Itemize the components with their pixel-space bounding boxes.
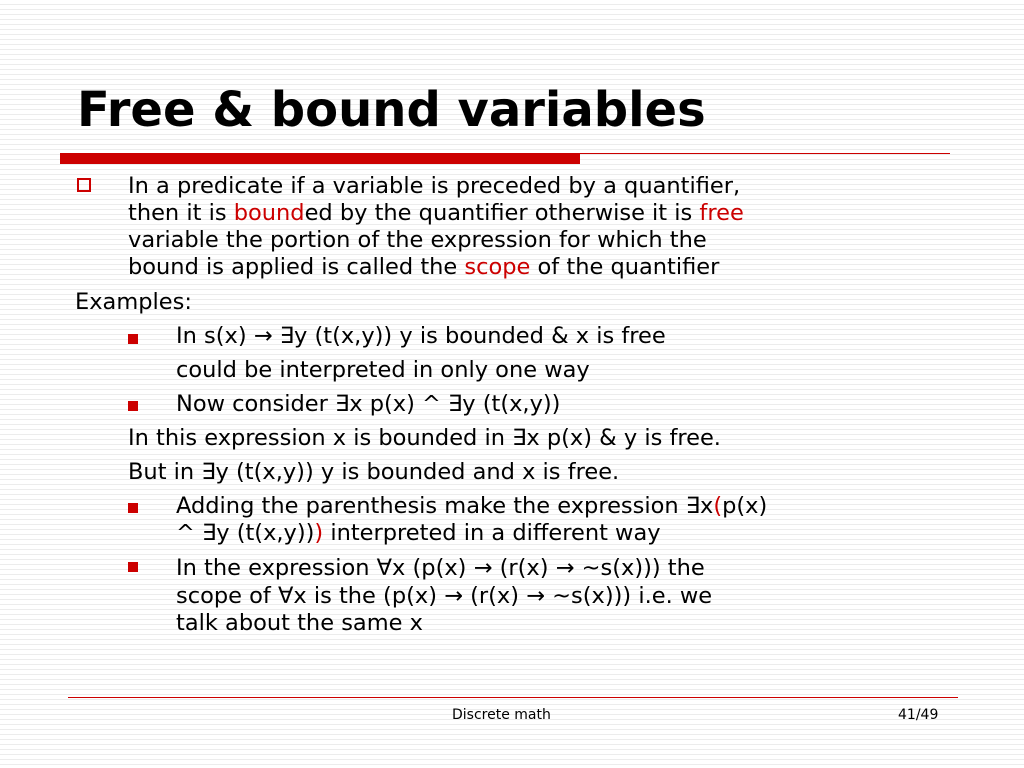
intro-line-4-text: bound is applied is called the: [128, 254, 465, 280]
example-4-line-1: In the expression ∀x (p(x) → (r(x) → ~s(x))) the: [176, 555, 705, 581]
open-paren: (: [713, 493, 723, 519]
close-paren: ): [314, 520, 324, 546]
example-3-line-2-text-cont: interpreted in a different way: [323, 520, 661, 546]
intro-line-1: In a predicate if a variable is preceded by a quantifier,: [128, 173, 741, 199]
footer-course-name: Discrete math: [452, 707, 551, 723]
intro-line-2-text: then it is: [128, 200, 234, 226]
square-bullet-icon: [128, 503, 138, 513]
intro-line-2-text-cont: ed by the quantifier otherwise it is: [304, 200, 700, 226]
intro-line-4: [128, 254, 719, 281]
slide-title: Free & bound variables: [77, 82, 706, 138]
example-1-line-1: In s(x) → ∃y (t(x,y)) y is bounded & x is free: [176, 323, 666, 349]
hollow-square-bullet-icon: [77, 178, 91, 192]
example-1-line-2: could be interpreted in only one way: [176, 357, 590, 383]
free-term: free: [699, 200, 744, 226]
footer-page-number: 41/49: [898, 707, 939, 723]
example-3-line-2-text: ^ ∃y (t(x,y)): [176, 520, 315, 546]
square-bullet-icon: [128, 401, 138, 411]
example-3-text-cont: p(x): [722, 493, 768, 519]
example-4-line-2: scope of ∀x is the (p(x) → (r(x) → ~s(x))) i.e. we: [176, 583, 713, 609]
bound-term: bound: [233, 200, 305, 226]
square-bullet-icon: [128, 562, 138, 572]
square-bullet-icon: [128, 334, 138, 344]
note-line-2: But in ∃y (t(x,y)) y is bounded and x is free.: [128, 459, 620, 485]
intro-line-3: variable the portion of the expression for which the: [128, 227, 707, 253]
example-4-line-3: talk about the same x: [176, 610, 423, 636]
examples-heading: Examples:: [75, 289, 192, 315]
intro-line-4-text-cont: of the quantifier: [530, 254, 720, 280]
footer-divider: [68, 697, 958, 698]
intro-line-2: [128, 200, 744, 227]
example-3-line-1: [176, 493, 767, 520]
example-3-text: Adding the parenthesis make the expression ∃x: [176, 493, 714, 519]
example-3-line-2: [176, 520, 661, 547]
example-2: Now consider ∃x p(x) ^ ∃y (t(x,y)): [176, 391, 561, 417]
note-line-1: In this expression x is bounded in ∃x p(x) & y is free.: [128, 425, 721, 451]
scope-term: scope: [464, 254, 531, 280]
